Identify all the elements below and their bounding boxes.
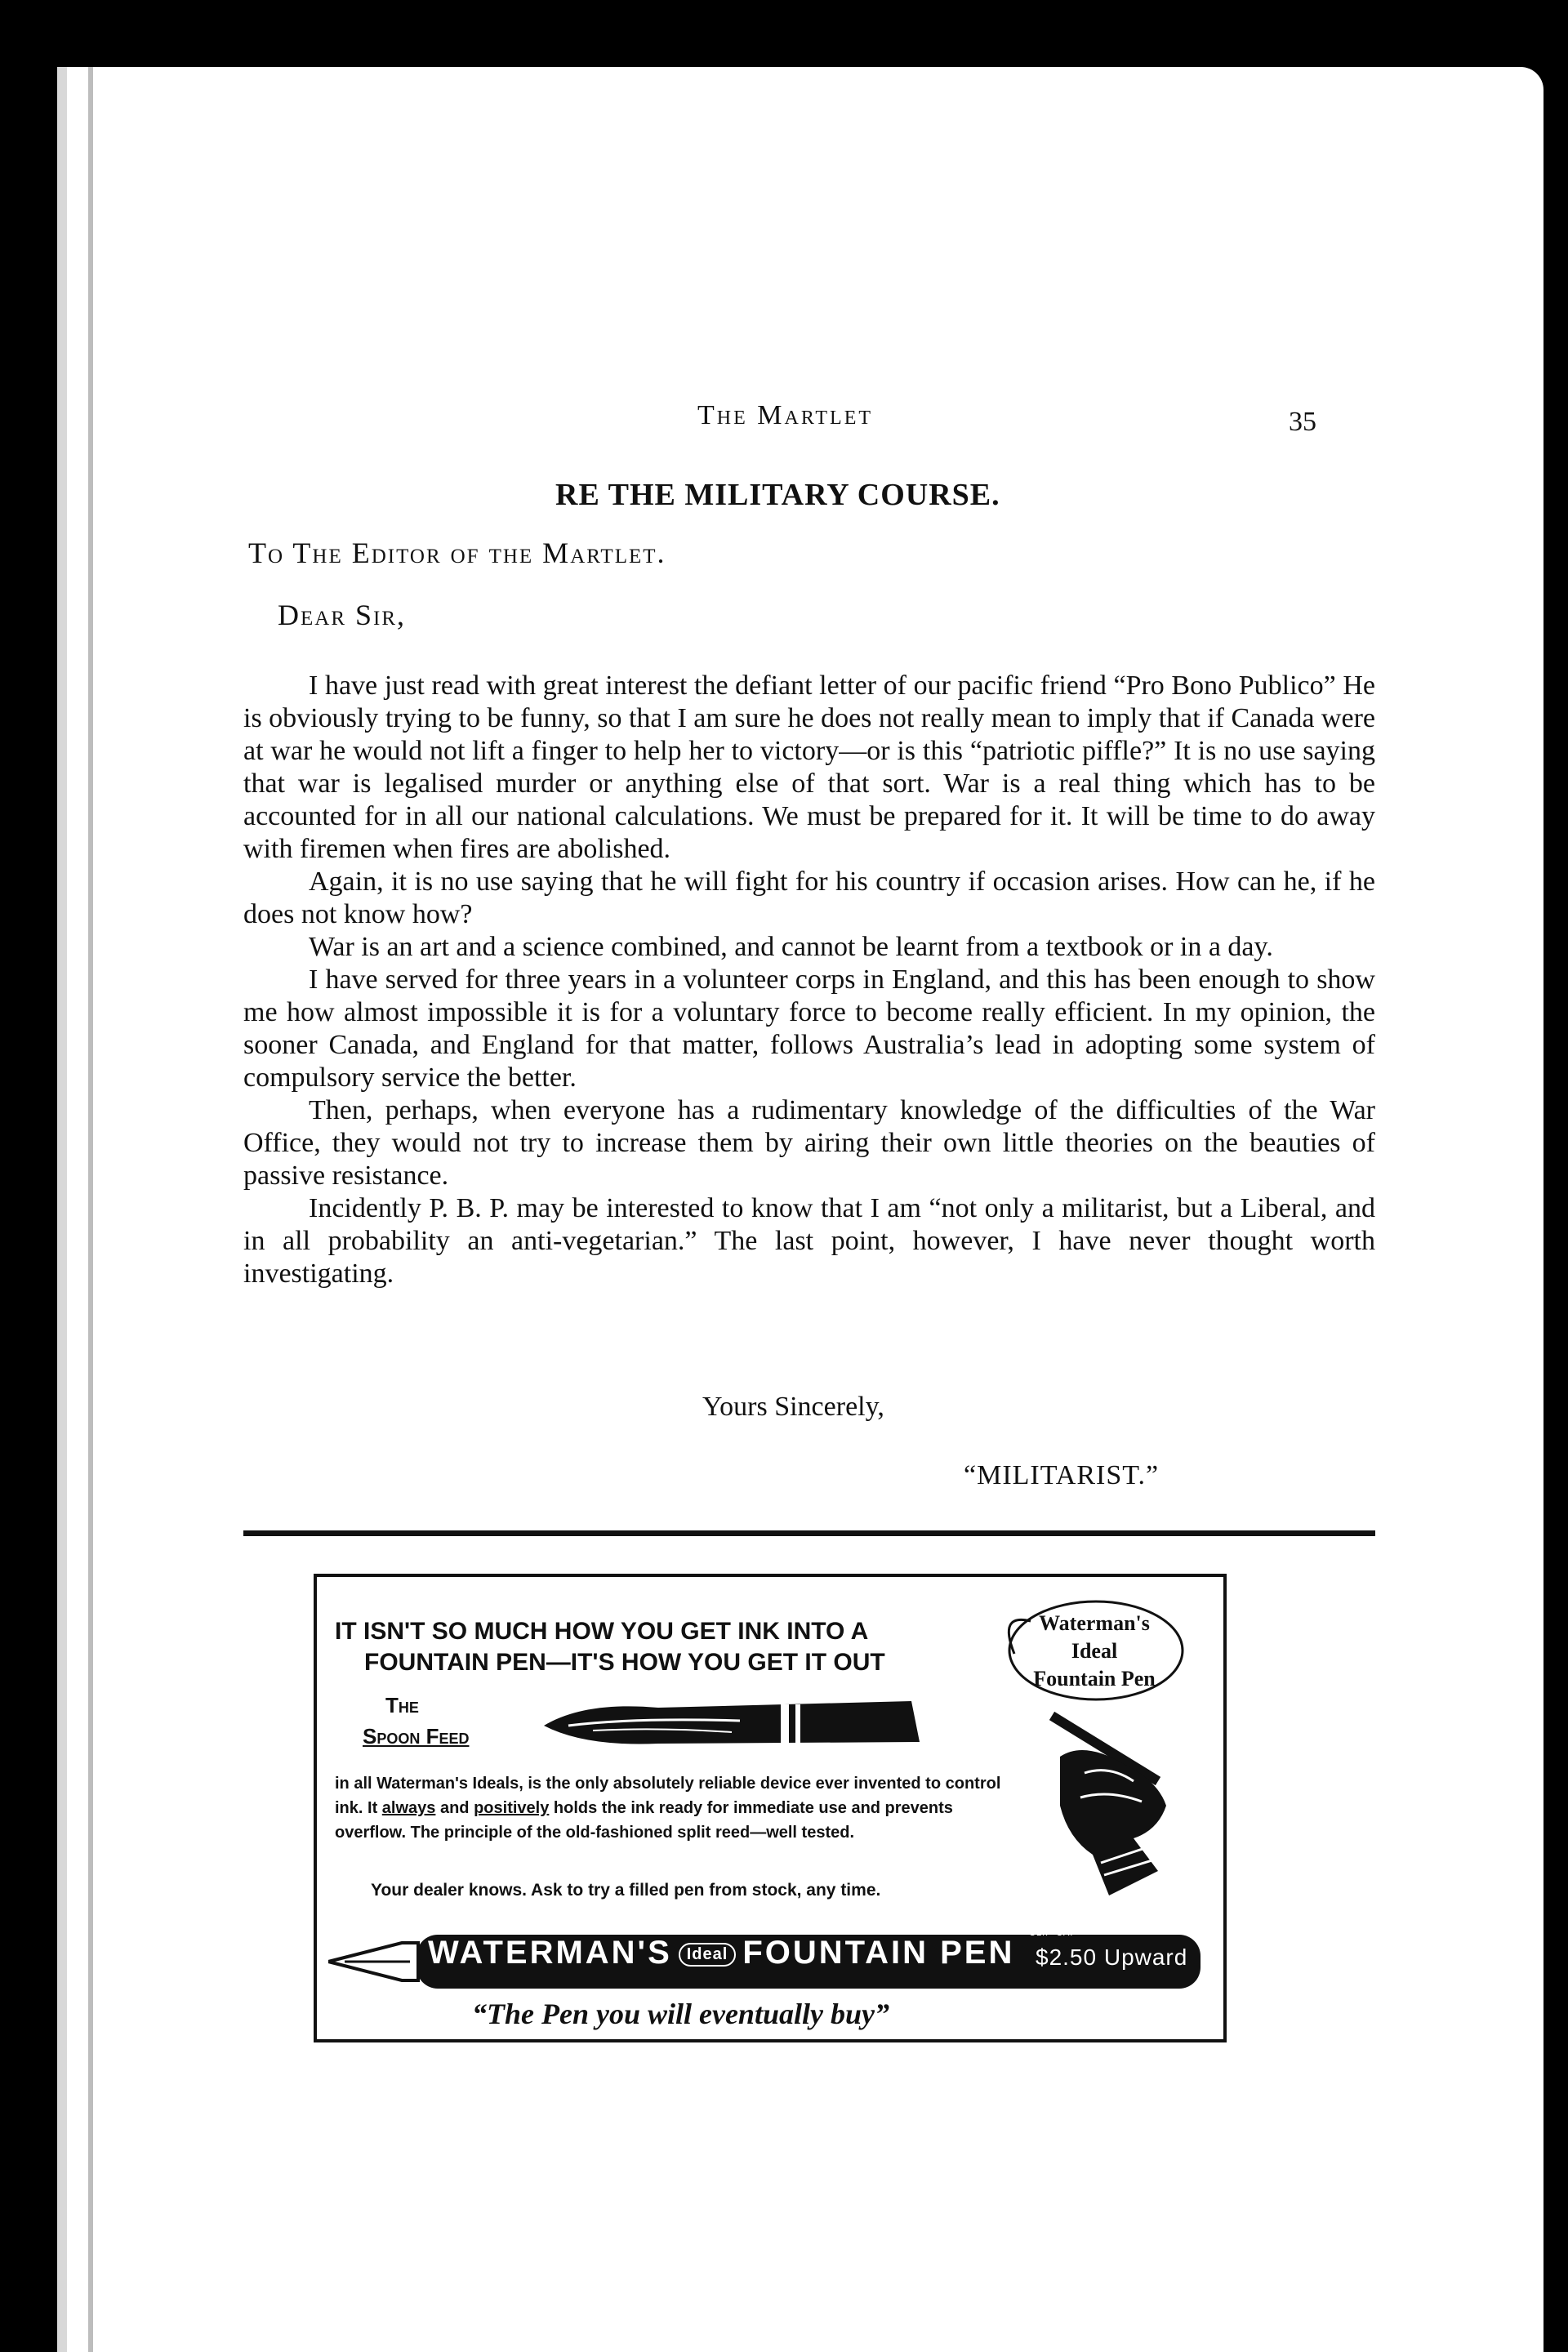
running-title: The Martlet — [697, 400, 874, 430]
paragraph: Incidently P. B. P. may be interested to know that I am “not only a militarist, but a Liberal, and in all probability an anti-vegetarian.” The last point, however, I have never thought worth investigating. — [243, 1193, 1375, 1289]
paragraph: War is an art and a science combined, and cannot be learnt from a textbook or in a day. — [309, 932, 1273, 962]
paragraph: I have just read with great interest the defiant letter of our pacific friend “Pro Bono Publico” He is obviously trying to be funny, so that I am sure he does not really mean to imply that if Canada were at war he would not lift a finger to help her to victory—or is this “patriotic piffle?” It is no use saying that war is legalised murder or anything else of that sort. War is a real thing which has to be accounted for in all our national calculations. We must be prepared for it. It will be time to do away with firemen when fires are abolished. — [243, 670, 1375, 864]
paragraph: I have served for three years in a volunteer corps in England, and this has been enough to show me how almost impossible it is for a voluntary force to become really efficient. In my opinion, the sooner Canada, and England for that matter, follows Australia’s lead in adopting some system of compulsory service the better. — [243, 964, 1375, 1093]
paragraph: Then, perhaps, when everyone has a rudimentary knowledge of the difficulties of the War Office, they would not try to increase them by airing their own little theories on the beauties of passive resistance. — [243, 1095, 1375, 1191]
ad-dealer-line: Your dealer knows. Ask to try a filled pen from stock, any time. — [371, 1881, 881, 1900]
ad-body-copy — [335, 1771, 1021, 1845]
section-divider — [243, 1530, 1375, 1536]
spoon-feed-line: Spoon Feed — [363, 1724, 470, 1748]
pen-ideal-badge: Ideal — [679, 1943, 737, 1967]
ad-body-text: in all Waterman's Ideals, is the only absolutely reliable device ever invented to control ink. It — [335, 1775, 1001, 1817]
spoon-feed-line: The — [385, 1693, 419, 1717]
binding-gutter — [57, 67, 67, 2352]
pen-nib-illustration — [536, 1693, 928, 1758]
clip-cap-label: CLIP-CAP — [1029, 1928, 1077, 1938]
ad-body-text: and — [435, 1799, 474, 1817]
page-sheet — [57, 67, 1544, 2352]
letter-body — [243, 670, 1375, 1290]
logo-line: Fountain Pen — [1033, 1667, 1156, 1690]
paragraph: Again, it is no use saying that he will fight for his country if occasion arises. How can he, if he does not know how? — [243, 866, 1375, 929]
letter-closing: Yours Sincerely, — [702, 1392, 884, 1422]
logo-line: Waterman's — [1039, 1611, 1150, 1635]
ad-body-text: holds the ink ready for immediate use and prevents overflow. The principle of the old-fashioned split reed—well tested. — [335, 1799, 953, 1842]
waterman-advertisement — [314, 1574, 1227, 2042]
hand-holding-pen-illustration — [1036, 1708, 1199, 1904]
pen-brand: WATERMAN'S — [428, 1935, 672, 1971]
pen-price: $2.50 Upward — [1027, 1943, 1196, 1972]
pen-barrel-text — [428, 1935, 1014, 1971]
spoon-feed-label — [363, 1690, 469, 1752]
ad-body-emphasis: positively — [474, 1799, 550, 1817]
waterman-logo — [998, 1597, 1191, 1708]
article-title: RE THE MILITARY COURSE. — [555, 478, 1000, 512]
ad-body-emphasis: always — [381, 1799, 436, 1817]
addressee-line: To The Editor of the Martlet. — [248, 537, 666, 569]
greeting: Dear Sir, — [278, 599, 407, 631]
pen-brand: FOUNTAIN PEN — [742, 1935, 1015, 1971]
ad-headline-line: FOUNTAIN PEN—IT'S HOW YOU GET IT OUT — [364, 1649, 885, 1676]
binding-edge — [88, 67, 93, 2352]
ad-headline-line: IT ISN'T SO MUCH HOW YOU GET INK INTO A — [335, 1618, 869, 1645]
logo-line: Ideal — [1071, 1639, 1118, 1663]
letter-signature: “MILITARIST.” — [964, 1460, 1160, 1490]
ad-tagline: “The Pen you will eventually buy” — [472, 1998, 889, 2030]
page-number: 35 — [1289, 407, 1316, 437]
ad-headline — [335, 1616, 956, 1678]
